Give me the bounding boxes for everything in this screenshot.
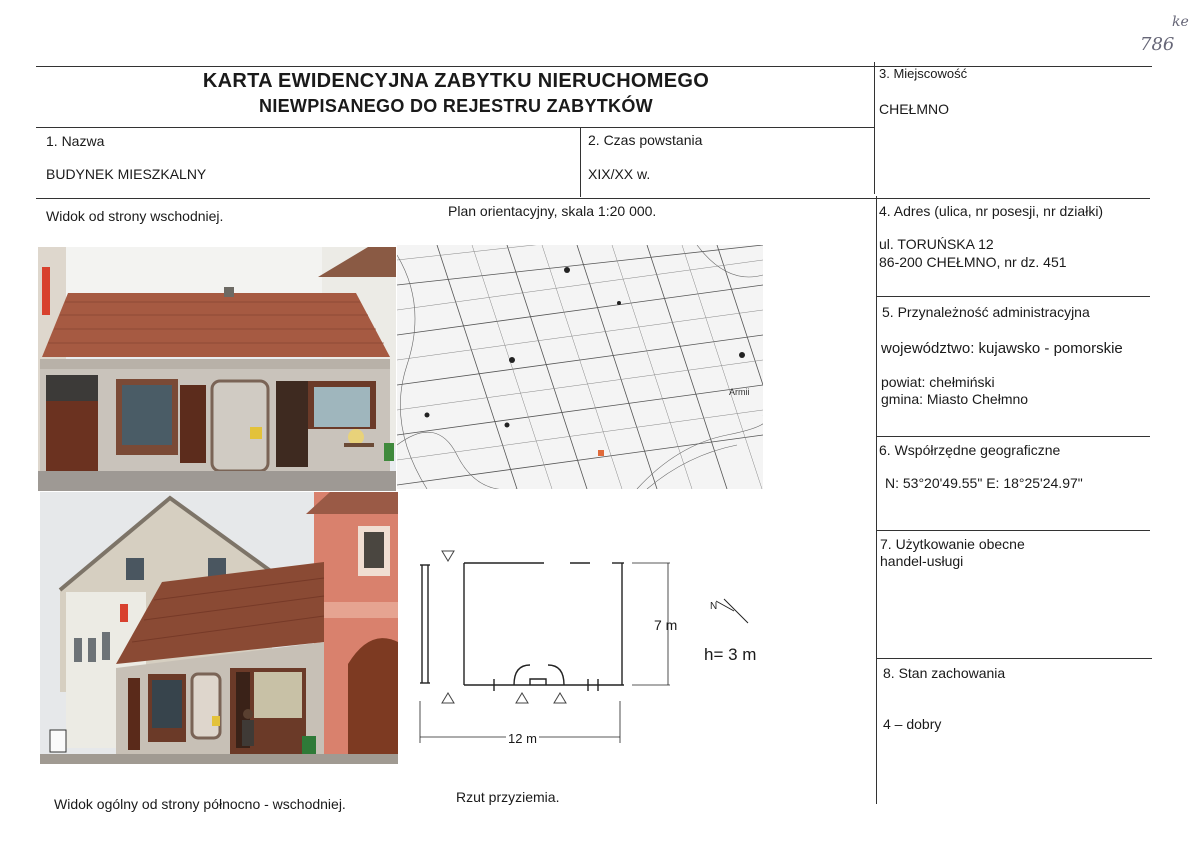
handwritten-number: 786 <box>1140 34 1175 55</box>
admin-label: 5. Przynależność administracyjna <box>882 304 1090 320</box>
name-value: BUDYNEK MIESZKALNY <box>46 166 207 182</box>
plan-depth-label: 7 m <box>654 617 678 633</box>
coords-label: 6. Współrzędne geograficzne <box>879 442 1061 458</box>
section-divider-1 <box>36 198 1150 199</box>
orientation-map <box>397 245 763 489</box>
plan-width-label: 12 m <box>508 731 537 746</box>
period-label: 2. Czas powstania <box>588 132 703 148</box>
page-subtitle: NIEWPISANEGO DO REJESTRU ZABYTKÓW <box>259 96 653 116</box>
plan-height-label: h= 3 m <box>704 645 757 664</box>
usage-value: handel-usługi <box>880 553 964 569</box>
east-view-photo <box>38 247 396 491</box>
admin-commune: gmina: Miasto Chełmno <box>881 391 1029 407</box>
top-border <box>36 66 1152 67</box>
locality-label: 3. Miejscowość <box>879 66 968 81</box>
name-label: 1. Nazwa <box>46 133 105 149</box>
locality-value: CHEŁMNO <box>879 101 950 117</box>
name-period-divider <box>580 127 581 197</box>
ground-plan-caption: Rzut przyziemia. <box>456 789 560 805</box>
admin-voivodeship: województwo: kujawsko - pomorskie <box>881 340 1123 357</box>
plan-caption: Plan orientacyjny, skala 1:20 000. <box>448 203 657 219</box>
map-street-label: Armii <box>729 387 750 397</box>
general-view-caption: Widok ogólny od strony północno - wschodniej. <box>54 796 346 812</box>
general-view-photo <box>40 492 398 764</box>
usage-label: 7. Użytkowanie obecne <box>880 536 1025 552</box>
column-divider-lower <box>876 196 877 804</box>
address-label: 4. Adres (ulica, nr posesji, nr działki) <box>879 203 1104 219</box>
condition-value: 4 – dobry <box>883 716 942 732</box>
svg-text:N: N <box>710 601 718 612</box>
east-view-caption: Widok od strony wschodniej. <box>46 208 224 224</box>
address-line1: ul. TORUŃSKA 12 <box>879 236 994 252</box>
handwritten-initials: ke <box>1172 14 1189 30</box>
section-divider-7 <box>876 658 1152 659</box>
column-divider-upper <box>874 62 875 194</box>
address-line2: 86-200 CHEŁMNO, nr dz. 451 <box>879 254 1067 270</box>
section-divider-5 <box>876 436 1150 437</box>
admin-county: powiat: chełmiński <box>881 374 995 390</box>
ground-plan <box>398 489 764 759</box>
condition-label: 8. Stan zachowania <box>883 665 1006 681</box>
title-divider <box>36 127 874 128</box>
section-divider-4 <box>876 296 1150 297</box>
page-title: KARTA EWIDENCYJNA ZABYTKU NIERUCHOMEGO <box>202 70 710 92</box>
section-divider-6 <box>876 530 1150 531</box>
period-value: XIX/XX w. <box>588 166 651 182</box>
coords-value: N: 53°20'49.55" E: 18°25'24.97" <box>885 475 1083 491</box>
